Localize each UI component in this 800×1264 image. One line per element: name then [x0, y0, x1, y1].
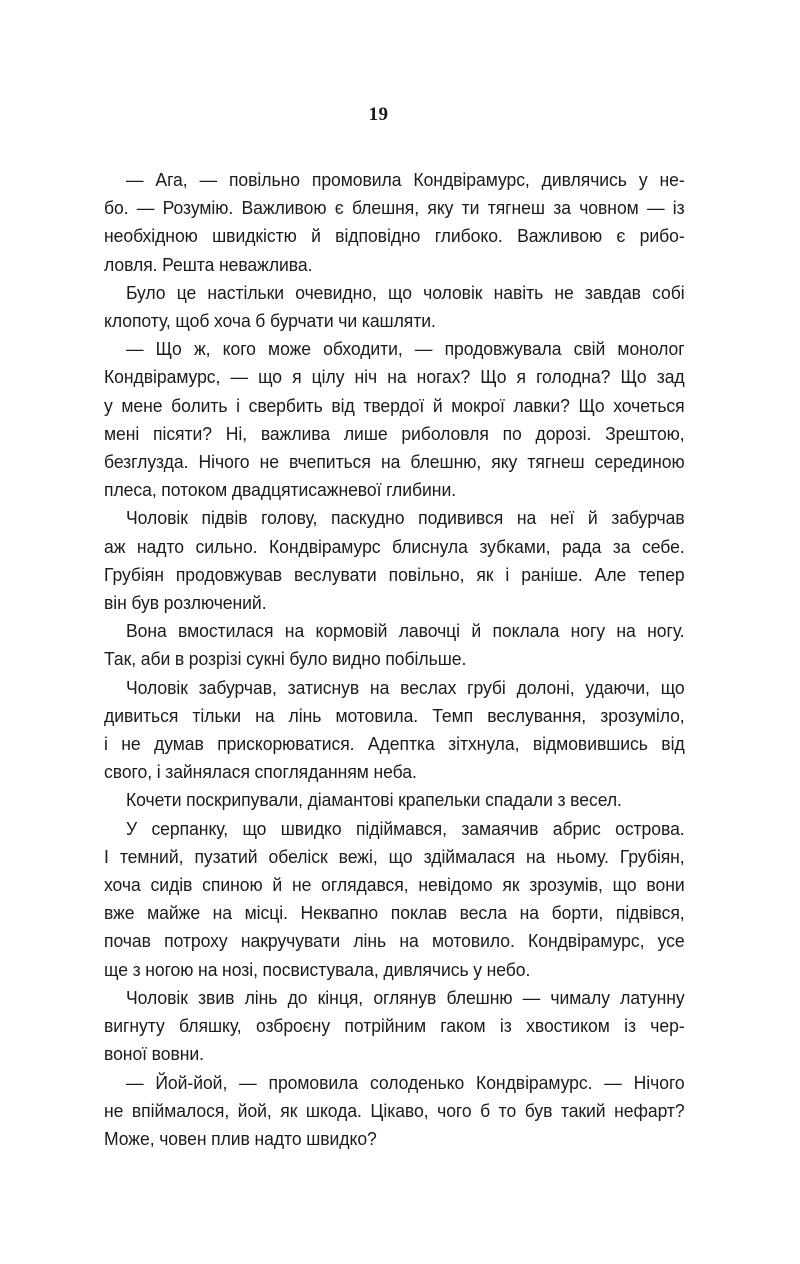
paragraph: [104, 279, 685, 335]
paragraph: [104, 984, 685, 1069]
text-line: воної вовни.: [104, 1043, 204, 1065]
text-line: необхідною швидкістю й відповідно глибоко. Важливою є рибо-: [104, 225, 685, 247]
page-number: 19: [368, 104, 389, 125]
text-line: хоча сидів спиною й не оглядався, невідомо як зрозумів, що вони: [104, 874, 685, 896]
text-line: ще з ногою на нозі, посвистувала, дивлячись у небо.: [104, 958, 531, 980]
paragraph: [104, 617, 685, 673]
paragraph: [104, 786, 685, 814]
paragraph: [104, 166, 685, 279]
text-line: почав потроху накручувати лінь на мотовило. Кондвірамурс, усе: [104, 930, 685, 952]
text-line: — Що ж, кого може обходити, — продовжувала свій монолог: [125, 338, 685, 360]
text-line: — Йой-йой, — промовила солоденько Кондвірамурс. — Нічого: [125, 1071, 685, 1093]
text-line: Вона вмостилася на кормовій лавочці й поклала ногу на ногу.: [125, 620, 685, 642]
text-line: ловля. Решта неважлива.: [104, 253, 313, 275]
text-line: клопоту, щоб хоча б бурчати чи кашляти.: [104, 310, 436, 332]
text-line: у мене болить і свербить від твердої й мокрої лавки? Що хочеться: [104, 394, 685, 416]
text-line: — Ага, — повільно промовила Кондвірамурс, дивлячись у не-: [125, 169, 685, 190]
text-line: вигнуту бляшку, озброєну потрійним гаком із хвостиком із чер-: [104, 1015, 685, 1037]
text-line: і не думав прискорюватися. Адептка зітхнула, відмовившись від: [104, 733, 685, 755]
text-line: вже майже на місці. Неквапно поклав весла на борти, підвівся,: [104, 902, 685, 924]
text-line: плеса, потоком двадцятисажневої глибини.: [104, 479, 457, 501]
text-line: Чоловік підвів голову, паскудно подивився на неї й забурчав: [125, 507, 685, 529]
text-line: Чоловік забурчав, затиснув на веслах грубі долоні, удаючи, що: [125, 676, 685, 698]
paragraph: [104, 335, 685, 504]
text-line: У серпанку, що швидко підіймався, замаячив абрис острова.: [125, 817, 685, 839]
text-line: Може, човен плив надто швидко?: [104, 1127, 377, 1149]
paragraph: [104, 504, 685, 617]
paragraph: [104, 674, 685, 787]
text-line: І темний, пузатий обеліск вежі, що здіймалася на ньому. Грубіян,: [104, 845, 685, 867]
paragraph: [104, 1069, 685, 1154]
text-line: він був розлючений.: [104, 592, 267, 614]
text-line: Так, аби в розрізі сукні було видно побільше.: [104, 648, 467, 670]
text-line: свого, і зайнялася спогляданням неба.: [104, 761, 417, 783]
text-line: не впіймалося, йой, як шкода. Цікаво, чого б то був такий нефарт?: [104, 1099, 685, 1121]
text-line: Було це настільки очевидно, що чоловік навіть не завдав собі: [125, 281, 685, 303]
text-line: Кочети поскрипували, діамантові крапельки спадали з весел.: [125, 789, 622, 811]
body-text: [104, 166, 685, 1153]
text-line: Кондвірамурс, — що я цілу ніч на ногах? Що я голодна? Що зад: [104, 366, 685, 388]
text-line: бо. — Розумію. Важливою є блешня, яку ти тягнеш за човном — із: [104, 197, 685, 219]
text-line: аж надто сильно. Кондвірамурс блиснула зубками, рада за себе.: [104, 535, 685, 557]
text-line: мені пісяти? Ні, важлива лише риболовля по дорозі. Зрештою,: [104, 422, 685, 444]
text-line: Чоловік звив лінь до кінця, оглянув блешню — чималу латунну: [125, 986, 685, 1008]
text-line: дивиться тільки на лінь мотовила. Темп веслування, зрозуміло,: [104, 704, 685, 726]
text-line: безглузда. Нічого не вчепиться на блешню, яку тягнеш серединою: [104, 451, 685, 473]
paragraph: [104, 815, 685, 984]
text-line: Грубіян продовжував веслувати повільно, як і раніше. Але тепер: [104, 563, 685, 585]
